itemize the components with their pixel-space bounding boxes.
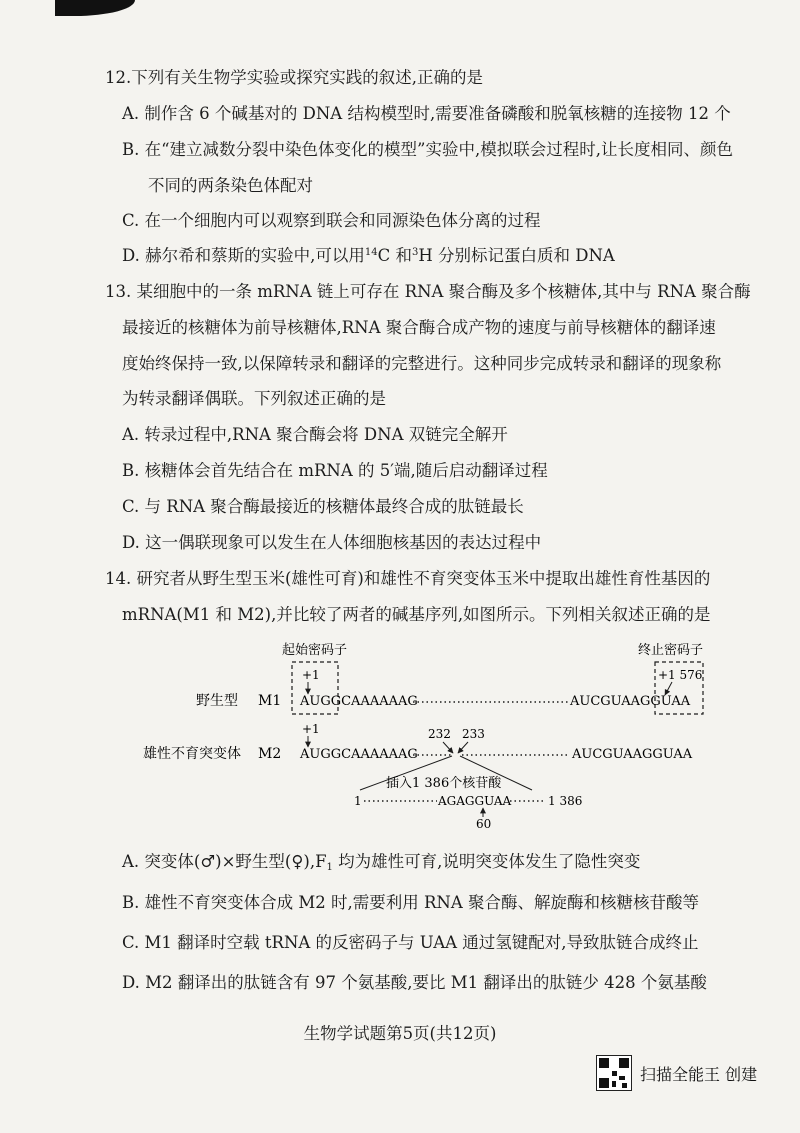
- q12-option-d: [122, 242, 615, 266]
- q14-option-a: [122, 848, 640, 873]
- m2-start-sequence: AUGGCAAAAAAG: [300, 747, 418, 762]
- watermark-text: 扫描全能王 创建: [640, 1064, 758, 1084]
- m1-plus1576-label: +1 576: [658, 668, 703, 682]
- q13-option-d: D. 这一偶联现象可以发生在人体细胞核基因的表达过程中: [122, 533, 542, 552]
- q14-option-b: B. 雄性不育突变体合成 M2 时,需要利用 RNA 聚合酶、解旋酶和核糖核苷酸等: [122, 893, 700, 912]
- m1-plus1-label: +1: [302, 668, 320, 682]
- mutant-label: 雄性不育突变体: [143, 746, 241, 762]
- stop-codon-label: 终止密码子: [638, 643, 704, 658]
- qr-code-icon: [596, 1055, 632, 1091]
- q12-option-a: A. 制作含 6 个碱基对的 DNA 结构模型时,需要准备磷酸和脱氧核糖的连接物 12 个: [122, 104, 731, 123]
- q12-d-sup3: 3: [412, 247, 419, 258]
- m2-end-sequence: AUCGUAAGGUAA: [572, 747, 693, 762]
- q13-stem-line2: 最接近的核糖体为前导核糖体,RNA 聚合酶合成产物的速度与前导核糖体的翻译速: [122, 318, 716, 337]
- q12-option-c: C. 在一个细胞内可以观察到联会和同源染色体分离的过程: [122, 211, 541, 230]
- m2-plus1-label: +1: [302, 722, 320, 736]
- q14-option-c: C. M1 翻译时空载 tRNA 的反密码子与 UAA 通过氢键配对,导致肽链合成终止: [122, 933, 699, 952]
- start-codon-label: 起始密码子: [282, 643, 348, 658]
- q12-d-pre: D. 赫尔希和蔡斯的实验中,可以用: [122, 246, 365, 265]
- m1-start-sequence: AUGGCAAAAAAG: [300, 694, 418, 709]
- q13-option-a: A. 转录过程中,RNA 聚合酶会将 DNA 双链完全解开: [122, 425, 508, 444]
- m1-label: M1: [258, 693, 282, 709]
- q13-stem-line3: 度始终保持一致,以保障转录和翻译的完整进行。这种同步完成转录和翻译的现象称: [122, 354, 722, 373]
- pos-232-label: 232: [428, 727, 451, 741]
- q12-d-sup14: 14: [364, 247, 378, 258]
- m2-label: M2: [258, 746, 282, 762]
- m1-end-sequence: AUCGUAAGGUAA: [570, 694, 691, 709]
- scan-corner-mark: [55, 0, 135, 16]
- pos-232-arrow: [443, 742, 453, 753]
- pos-60-label: 60: [476, 817, 492, 830]
- insert-sequence: AGAGGUAA: [438, 794, 512, 808]
- q12-option-b-cont: 不同的两条染色体配对: [148, 176, 313, 195]
- insertion-label: 插入1 386个核苷酸: [386, 776, 502, 791]
- insert-end-label: 1 386: [548, 794, 583, 808]
- page-footer: 生物学试题第5页(共12页): [303, 1024, 497, 1043]
- insert-start-label: 1: [354, 794, 362, 808]
- pos-233-label: 233: [462, 727, 485, 741]
- q13-option-c: C. 与 RNA 聚合酶最接近的核糖体最终合成的肽链最长: [122, 497, 524, 516]
- q14-stem-line1: 14. 研究者从野生型玉米(雄性可育)和雄性不育突变体玉米中提取出雄性育性基因的: [105, 569, 711, 588]
- q12-stem: 12.下列有关生物学实验或探究实践的叙述,正确的是: [105, 68, 483, 87]
- q13-option-b: B. 核糖体会首先结合在 mRNA 的 5′端,随后启动翻译过程: [122, 461, 548, 480]
- mrna-comparison-figure: [0, 635, 800, 830]
- q12-option-b: B. 在“建立减数分裂中染色体变化的模型”实验中,模拟联会过程时,让长度相同、颜色: [122, 140, 733, 159]
- pos-233-arrow: [458, 742, 468, 753]
- q13-stem-line1: 13. 某细胞中的一条 mRNA 链上可存在 RNA 聚合酶及多个核糖体,其中与 RNA 聚合酶: [105, 282, 751, 301]
- q14-a-post: 均为雄性可育,说明突变体发生了隐性突变: [332, 852, 641, 871]
- wild-type-label: 野生型: [196, 693, 238, 709]
- scanner-watermark: [596, 1055, 757, 1091]
- q14-stem-line2: mRNA(M1 和 M2),并比较了两者的碱基序列,如图所示。下列相关叙述正确的是: [122, 605, 711, 624]
- q14-a-pre: A. 突变体(♂)×野生型(♀),F: [122, 852, 327, 871]
- q14-option-d: D. M2 翻译出的肽链含有 97 个氨基酸,要比 M1 翻译出的肽链少 428 个氨基酸: [122, 973, 707, 992]
- q13-stem-line4: 为转录翻译偶联。下列叙述正确的是: [122, 389, 386, 408]
- q12-d-mid: C 和: [377, 246, 412, 265]
- q14-a-sub: 1: [326, 862, 333, 873]
- q12-d-post: H 分别标记蛋白质和 DNA: [418, 246, 615, 265]
